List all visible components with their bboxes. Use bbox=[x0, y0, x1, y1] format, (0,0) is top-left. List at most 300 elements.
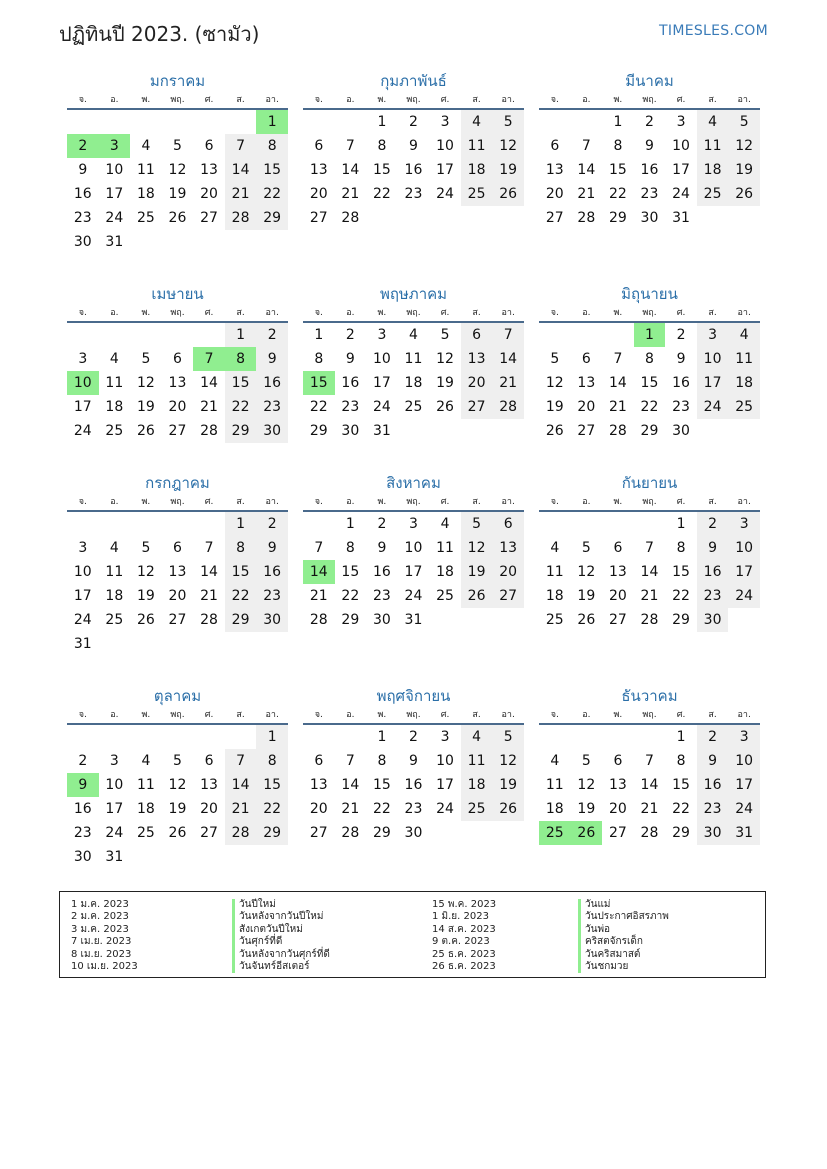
day-cell bbox=[162, 512, 194, 536]
day-cell bbox=[461, 608, 493, 632]
legend-holiday-name: วันประกาศอิสรภาพ bbox=[578, 911, 669, 923]
day-cell bbox=[99, 725, 131, 749]
day-cell: 31 bbox=[672, 210, 690, 226]
day-cell: 7 bbox=[314, 540, 324, 556]
day-cell: 25 bbox=[136, 210, 155, 226]
weekday-label: ส. bbox=[236, 710, 245, 720]
day-cell: 23 bbox=[672, 399, 690, 415]
day-cell bbox=[193, 845, 225, 869]
day-cell: 28 bbox=[608, 423, 627, 439]
day-cell: 23 bbox=[73, 210, 92, 226]
day-cell: 9 bbox=[409, 138, 418, 154]
day-cell: 15 bbox=[372, 777, 391, 793]
day-cell: 19 bbox=[168, 801, 187, 817]
day-cell: 26 bbox=[492, 797, 524, 821]
week-row bbox=[303, 749, 524, 773]
weekday-label: ศ. bbox=[204, 497, 214, 507]
day-cell: 4 bbox=[109, 540, 119, 556]
day-cell: 25 bbox=[545, 612, 564, 628]
day-cell: 7 bbox=[492, 323, 524, 347]
day-cell: 14 bbox=[608, 375, 627, 391]
day-cell: 30 bbox=[256, 608, 288, 632]
week-row bbox=[67, 845, 288, 869]
day-cell: 7 bbox=[645, 753, 654, 769]
weekday-label: อา. bbox=[737, 95, 751, 105]
day-cell: 22 bbox=[309, 399, 328, 415]
month-name: พฤศจิกายน bbox=[376, 687, 451, 705]
day-cell: 3 bbox=[377, 327, 387, 343]
day-cell: 25 bbox=[136, 825, 155, 841]
day-cell bbox=[225, 632, 257, 656]
day-cell bbox=[335, 725, 367, 749]
day-cell: 3 bbox=[697, 323, 729, 347]
day-cell: 10 bbox=[372, 351, 391, 367]
day-cell: 19 bbox=[492, 773, 524, 797]
day-cell: 25 bbox=[461, 797, 493, 821]
day-cell: 23 bbox=[341, 399, 360, 415]
site-link[interactable]: TIMESLES.COM bbox=[659, 23, 768, 39]
day-cell: 23 bbox=[697, 797, 729, 821]
legend-dates-col-2 bbox=[432, 899, 496, 973]
day-cell: 11 bbox=[136, 777, 155, 793]
day-cell bbox=[429, 608, 461, 632]
day-cell: 24 bbox=[73, 612, 92, 628]
day-cell: 2 bbox=[409, 729, 418, 745]
day-cell bbox=[130, 725, 162, 749]
day-cell: 19 bbox=[577, 588, 596, 604]
day-cell bbox=[492, 608, 524, 632]
day-cell: 8 bbox=[256, 749, 288, 773]
day-cell: 12 bbox=[136, 564, 155, 580]
day-cell bbox=[728, 419, 760, 443]
day-cell: 18 bbox=[136, 801, 155, 817]
day-cell: 31 bbox=[404, 612, 423, 628]
month-block bbox=[539, 283, 760, 443]
week-row bbox=[303, 560, 524, 584]
day-cell: 22 bbox=[372, 186, 391, 202]
day-cell: 16 bbox=[672, 375, 690, 391]
day-cell: 4 bbox=[409, 327, 418, 343]
weekday-label: จ. bbox=[78, 95, 87, 105]
day-cell: 17 bbox=[672, 162, 690, 178]
day-cell: 10 bbox=[672, 138, 690, 154]
weekday-label: ศ. bbox=[204, 308, 214, 318]
day-cell: 21 bbox=[225, 182, 257, 206]
weekday-label: อา. bbox=[737, 497, 751, 507]
day-cell bbox=[461, 206, 493, 230]
day-cell: 19 bbox=[136, 588, 155, 604]
week-row bbox=[303, 536, 524, 560]
day-cell: 13 bbox=[492, 536, 524, 560]
weekday-label: พ. bbox=[613, 497, 623, 507]
week-row bbox=[539, 560, 760, 584]
week-row bbox=[539, 158, 760, 182]
day-cell bbox=[162, 632, 194, 656]
week-row bbox=[303, 512, 524, 536]
week-row bbox=[67, 158, 288, 182]
day-cell: 31 bbox=[372, 423, 391, 439]
day-cell: 13 bbox=[200, 162, 218, 178]
day-cell: 27 bbox=[200, 210, 218, 226]
day-cell: 17 bbox=[372, 375, 391, 391]
legend-date: 9 ต.ค. 2023 bbox=[432, 936, 490, 948]
day-cell: 16 bbox=[404, 162, 423, 178]
weekday-label: ศ. bbox=[440, 710, 450, 720]
day-cell: 29 bbox=[372, 825, 391, 841]
day-cell: 6 bbox=[461, 323, 493, 347]
day-cell: 13 bbox=[168, 564, 187, 580]
day-cell: 11 bbox=[105, 564, 124, 580]
weekday-label: พฤ. bbox=[170, 497, 185, 507]
day-cell: 11 bbox=[436, 540, 454, 556]
day-cell: 9 bbox=[256, 347, 288, 371]
month-name: กุมภาพันธ์ bbox=[380, 72, 447, 90]
day-cell: 11 bbox=[136, 162, 155, 178]
day-cell: 22 bbox=[225, 584, 257, 608]
day-cell: 2 bbox=[345, 327, 355, 343]
month-name: มิถุนายน bbox=[621, 285, 678, 303]
day-cell: 31 bbox=[73, 636, 92, 652]
day-cell: 25 bbox=[105, 423, 124, 439]
day-cell: 23 bbox=[256, 584, 288, 608]
day-cell: 13 bbox=[577, 375, 596, 391]
day-cell: 28 bbox=[309, 612, 328, 628]
weekday-label: พฤ. bbox=[642, 308, 657, 318]
day-cell: 19 bbox=[545, 399, 564, 415]
day-cell bbox=[99, 632, 131, 656]
day-cell: 29 bbox=[341, 612, 360, 628]
weekday-header bbox=[539, 305, 760, 323]
weekday-label: ศ. bbox=[204, 95, 214, 105]
day-cell: 23 bbox=[404, 186, 423, 202]
weekday-label: พฤ. bbox=[406, 710, 421, 720]
week-row bbox=[67, 608, 288, 632]
day-cell: 9 bbox=[409, 753, 418, 769]
day-cell: 3 bbox=[78, 351, 88, 367]
day-cell bbox=[225, 845, 257, 869]
weekday-label: อา. bbox=[737, 308, 751, 318]
day-cell: 16 bbox=[341, 375, 360, 391]
week-row bbox=[303, 110, 524, 134]
day-cell: 27 bbox=[545, 210, 564, 226]
day-cell: 21 bbox=[341, 186, 360, 202]
day-cell: 17 bbox=[436, 777, 454, 793]
day-cell: 27 bbox=[168, 612, 187, 628]
day-cell: 10 bbox=[697, 347, 729, 371]
day-cell: 1 bbox=[256, 725, 288, 749]
day-cell: 23 bbox=[372, 588, 391, 604]
day-cell: 3 bbox=[109, 753, 119, 769]
day-cell: 30 bbox=[672, 423, 690, 439]
day-cell: 2 bbox=[256, 323, 288, 347]
day-cell: 29 bbox=[256, 821, 288, 845]
day-cell: 18 bbox=[136, 186, 155, 202]
day-cell: 29 bbox=[672, 612, 690, 628]
day-cell bbox=[492, 419, 524, 443]
weekday-label: พฤ. bbox=[170, 308, 185, 318]
day-cell: 17 bbox=[404, 564, 423, 580]
day-cell: 7 bbox=[345, 138, 355, 154]
day-cell: 27 bbox=[309, 825, 328, 841]
day-cell: 9 bbox=[345, 351, 355, 367]
weekday-label: ศ. bbox=[440, 95, 450, 105]
weekday-label: อ. bbox=[346, 497, 355, 507]
week-row bbox=[67, 821, 288, 845]
page-title: ปฏิทินปี 2023. (ซามัว) bbox=[59, 22, 260, 46]
day-cell: 7 bbox=[193, 347, 225, 371]
day-cell: 11 bbox=[697, 134, 729, 158]
day-cell bbox=[67, 110, 99, 134]
weekday-label: ส. bbox=[236, 308, 245, 318]
day-cell: 21 bbox=[577, 186, 596, 202]
week-row bbox=[303, 725, 524, 749]
week-row bbox=[303, 206, 524, 230]
week-row bbox=[67, 584, 288, 608]
month-block bbox=[303, 283, 524, 443]
week-row bbox=[67, 347, 288, 371]
day-cell: 18 bbox=[728, 371, 760, 395]
day-cell: 12 bbox=[168, 777, 187, 793]
day-cell: 2 bbox=[256, 512, 288, 536]
day-cell: 4 bbox=[461, 725, 493, 749]
week-row bbox=[539, 749, 760, 773]
weekday-label: ส. bbox=[472, 308, 481, 318]
day-cell: 11 bbox=[545, 777, 564, 793]
weekday-label: พฤ. bbox=[170, 95, 185, 105]
day-cell: 16 bbox=[372, 564, 391, 580]
day-cell bbox=[99, 512, 131, 536]
weekday-label: ส. bbox=[708, 497, 717, 507]
day-cell: 21 bbox=[200, 399, 218, 415]
weekday-label: ส. bbox=[708, 308, 717, 318]
day-cell: 19 bbox=[728, 158, 760, 182]
day-cell: 26 bbox=[492, 182, 524, 206]
week-row bbox=[67, 560, 288, 584]
month-block bbox=[539, 472, 760, 632]
day-cell: 12 bbox=[136, 375, 155, 391]
day-cell: 9 bbox=[377, 540, 387, 556]
day-cell: 8 bbox=[676, 540, 686, 556]
weekday-label: อ. bbox=[110, 308, 119, 318]
day-cell: 8 bbox=[225, 536, 257, 560]
day-cell: 12 bbox=[461, 536, 493, 560]
day-cell: 21 bbox=[640, 588, 659, 604]
day-cell: 10 bbox=[728, 749, 760, 773]
day-cell: 31 bbox=[728, 821, 760, 845]
week-row bbox=[67, 797, 288, 821]
weekday-header bbox=[67, 494, 288, 512]
day-cell: 27 bbox=[608, 825, 627, 841]
weekday-label: อ. bbox=[346, 95, 355, 105]
day-cell bbox=[539, 323, 571, 347]
day-cell: 2 bbox=[676, 327, 686, 343]
day-cell: 5 bbox=[492, 725, 524, 749]
weekday-label: อา. bbox=[265, 95, 279, 105]
weekday-label: พฤ. bbox=[170, 710, 185, 720]
day-cell: 4 bbox=[728, 323, 760, 347]
day-cell: 9 bbox=[697, 749, 729, 773]
weekday-label: อ. bbox=[110, 497, 119, 507]
day-cell: 26 bbox=[545, 423, 564, 439]
day-cell: 17 bbox=[728, 773, 760, 797]
legend-holiday-name: วันปีใหม่ bbox=[232, 899, 330, 911]
legend-date: 26 ธ.ค. 2023 bbox=[432, 961, 496, 973]
day-cell bbox=[193, 110, 225, 134]
weekday-label: จ. bbox=[78, 497, 87, 507]
day-cell bbox=[728, 206, 760, 230]
day-cell: 28 bbox=[640, 825, 659, 841]
day-cell bbox=[697, 206, 729, 230]
month-name: ตุลาคม bbox=[153, 687, 202, 705]
day-cell: 1 bbox=[225, 323, 257, 347]
weekday-label: พฤ. bbox=[406, 95, 421, 105]
weekday-label: อา. bbox=[265, 710, 279, 720]
weekday-label: พ. bbox=[377, 95, 387, 105]
weekday-label: อา. bbox=[501, 497, 515, 507]
weekday-label: พ. bbox=[377, 710, 387, 720]
day-cell: 14 bbox=[341, 777, 360, 793]
day-cell bbox=[99, 323, 131, 347]
day-cell: 22 bbox=[640, 399, 659, 415]
weekday-label: จ. bbox=[78, 308, 87, 318]
day-cell: 25 bbox=[697, 182, 729, 206]
day-cell: 12 bbox=[577, 564, 596, 580]
day-cell: 22 bbox=[372, 801, 391, 817]
day-cell: 24 bbox=[728, 584, 760, 608]
day-cell: 17 bbox=[105, 801, 124, 817]
day-cell: 21 bbox=[341, 801, 360, 817]
day-cell: 2 bbox=[409, 114, 418, 130]
week-row bbox=[303, 821, 524, 845]
weekday-header bbox=[539, 494, 760, 512]
legend-date: 15 พ.ค. 2023 bbox=[432, 899, 497, 910]
day-cell: 14 bbox=[225, 773, 257, 797]
day-cell bbox=[697, 419, 729, 443]
day-cell: 16 bbox=[404, 777, 423, 793]
day-cell: 3 bbox=[676, 114, 686, 130]
day-cell: 14 bbox=[200, 375, 218, 391]
day-cell: 27 bbox=[577, 423, 596, 439]
week-row bbox=[67, 134, 288, 158]
day-cell: 27 bbox=[168, 423, 187, 439]
day-cell: 28 bbox=[341, 825, 360, 841]
weekday-label: อา. bbox=[737, 710, 751, 720]
day-cell: 3 bbox=[409, 516, 418, 532]
weekday-label: พฤ. bbox=[406, 308, 421, 318]
day-cell: 24 bbox=[728, 797, 760, 821]
day-cell: 18 bbox=[105, 588, 124, 604]
day-cell: 8 bbox=[314, 351, 324, 367]
day-cell: 17 bbox=[73, 588, 92, 604]
day-cell: 14 bbox=[341, 162, 360, 178]
day-cell: 19 bbox=[436, 375, 454, 391]
week-row bbox=[539, 797, 760, 821]
day-cell: 13 bbox=[608, 564, 627, 580]
day-cell: 25 bbox=[404, 399, 423, 415]
day-cell: 17 bbox=[697, 371, 729, 395]
legend-holiday-name: สังเกตวันปีใหม่ bbox=[232, 924, 330, 936]
month-block bbox=[67, 283, 288, 443]
weekday-label: จ. bbox=[314, 95, 323, 105]
day-cell: 5 bbox=[141, 540, 151, 556]
month-name: ธันวาคม bbox=[621, 687, 678, 705]
day-cell bbox=[225, 725, 257, 749]
day-cell: 27 bbox=[309, 210, 328, 226]
day-cell: 14 bbox=[303, 560, 335, 584]
day-cell: 1 bbox=[613, 114, 623, 130]
weekday-header bbox=[67, 305, 288, 323]
day-cell: 15 bbox=[225, 560, 257, 584]
day-cell: 29 bbox=[225, 608, 257, 632]
day-cell: 20 bbox=[608, 801, 627, 817]
day-cell: 13 bbox=[545, 162, 564, 178]
weekday-label: พ. bbox=[613, 308, 623, 318]
day-cell: 22 bbox=[672, 801, 690, 817]
day-cell: 23 bbox=[404, 801, 423, 817]
week-row bbox=[67, 725, 288, 749]
day-cell: 18 bbox=[697, 158, 729, 182]
day-cell: 28 bbox=[640, 612, 659, 628]
day-cell: 7 bbox=[204, 540, 214, 556]
week-row bbox=[67, 512, 288, 536]
day-cell: 29 bbox=[608, 210, 627, 226]
day-cell: 27 bbox=[461, 395, 493, 419]
weekday-label: ส. bbox=[472, 95, 481, 105]
day-cell: 2 bbox=[697, 725, 729, 749]
weekday-label: ศ. bbox=[676, 710, 686, 720]
week-row bbox=[303, 371, 524, 395]
day-cell: 20 bbox=[200, 801, 218, 817]
week-row bbox=[303, 608, 524, 632]
day-cell: 18 bbox=[545, 588, 564, 604]
day-cell: 24 bbox=[436, 801, 454, 817]
day-cell: 20 bbox=[545, 186, 564, 202]
week-row bbox=[303, 419, 524, 443]
day-cell: 12 bbox=[728, 134, 760, 158]
day-cell bbox=[225, 110, 257, 134]
legend-holiday-name: วันหลังจากวันศุกร์ที่ดี bbox=[232, 949, 330, 961]
day-cell bbox=[130, 632, 162, 656]
legend-date: 7 เม.ย. 2023 bbox=[71, 936, 132, 948]
day-cell bbox=[162, 845, 194, 869]
day-cell: 22 bbox=[672, 588, 690, 604]
day-cell bbox=[130, 845, 162, 869]
day-cell bbox=[634, 725, 666, 749]
day-cell bbox=[130, 512, 162, 536]
day-cell bbox=[130, 323, 162, 347]
weekday-label: พ. bbox=[141, 497, 151, 507]
day-cell: 13 bbox=[309, 777, 328, 793]
day-cell: 1 bbox=[377, 729, 387, 745]
day-cell: 6 bbox=[204, 753, 214, 769]
month-block bbox=[303, 472, 524, 632]
day-cell: 31 bbox=[105, 234, 124, 250]
day-cell: 4 bbox=[697, 110, 729, 134]
weekday-header bbox=[539, 707, 760, 725]
day-cell: 16 bbox=[73, 186, 92, 202]
day-cell: 20 bbox=[168, 399, 187, 415]
weekday-label: อ. bbox=[582, 710, 591, 720]
day-cell: 14 bbox=[577, 162, 596, 178]
weekday-header bbox=[303, 92, 524, 110]
weekday-label: จ. bbox=[78, 710, 87, 720]
day-cell bbox=[67, 323, 99, 347]
legend-holiday-name: วันพ่อ bbox=[578, 924, 669, 936]
day-cell: 30 bbox=[697, 608, 729, 632]
day-cell bbox=[99, 110, 131, 134]
week-row bbox=[303, 773, 524, 797]
day-cell bbox=[492, 206, 524, 230]
